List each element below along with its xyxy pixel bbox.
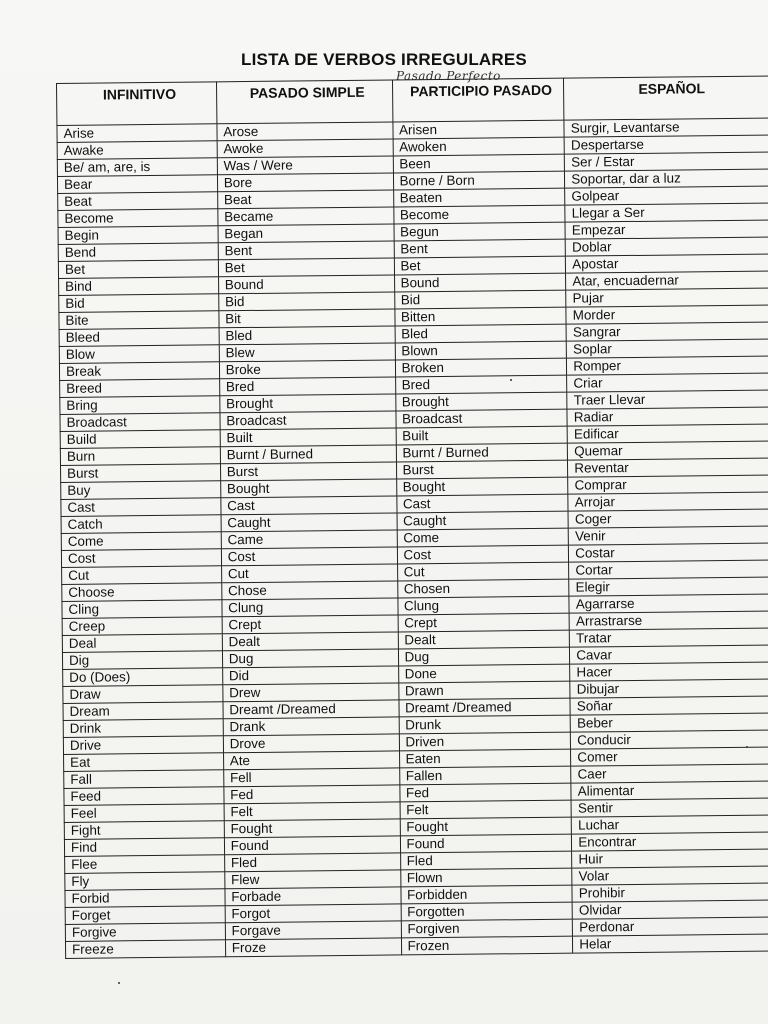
cell-infinitivo: Feed	[64, 787, 224, 806]
cell-pasado-simple: Came	[221, 530, 397, 549]
cell-participio-pasado: Cast	[396, 494, 568, 513]
cell-participio-pasado: Eaten	[399, 749, 571, 768]
cell-participio-pasado: Forgotten	[401, 902, 573, 921]
cell-espanol: Criar	[567, 373, 768, 392]
cell-infinitivo: Arise	[57, 124, 217, 143]
cell-espanol: Golpear	[565, 186, 768, 205]
cell-infinitivo: Dig	[62, 651, 222, 670]
cell-pasado-simple: Blew	[219, 343, 395, 362]
cell-participio-pasado: Dealt	[398, 630, 570, 649]
cell-infinitivo: Build	[60, 430, 220, 449]
paper-speck	[118, 982, 120, 984]
cell-participio-pasado: Broadcast	[395, 409, 567, 428]
cell-infinitivo: Deal	[62, 634, 222, 653]
cell-pasado-simple: Was / Were	[217, 156, 393, 175]
cell-infinitivo: Bleed	[59, 328, 219, 347]
cell-espanol: Surgir, Levantarse	[564, 118, 768, 137]
cell-espanol: Alimentar	[571, 781, 768, 800]
cell-infinitivo: Cast	[61, 498, 221, 517]
cell-pasado-simple: Bet	[218, 258, 394, 277]
cell-pasado-simple: Froze	[225, 938, 401, 957]
cell-pasado-simple: Drank	[223, 717, 399, 736]
cell-espanol: Soñar	[570, 696, 768, 715]
cell-espanol: Doblar	[565, 237, 768, 256]
cell-espanol: Romper	[567, 356, 768, 375]
cell-participio-pasado: Built	[396, 426, 568, 445]
cell-espanol: Pujar	[566, 288, 768, 307]
cell-espanol: Helar	[573, 934, 768, 953]
cell-pasado-simple: Cast	[221, 496, 397, 515]
cell-participio-pasado: Become	[393, 205, 565, 224]
cell-espanol: Luchar	[572, 815, 768, 834]
cell-participio-pasado: Awoken	[393, 137, 565, 156]
cell-infinitivo: Cling	[62, 600, 222, 619]
cell-espanol: Volar	[572, 866, 768, 885]
cell-espanol: Dibujar	[570, 679, 768, 698]
cell-pasado-simple: Ate	[223, 751, 399, 770]
cell-participio-pasado: Frozen	[401, 936, 573, 955]
cell-participio-pasado: Forbidden	[400, 885, 572, 904]
cell-participio-pasado: Felt	[400, 800, 572, 819]
cell-espanol: Encontrar	[572, 832, 768, 851]
cell-infinitivo: Fall	[64, 770, 224, 789]
cell-espanol: Hacer	[570, 662, 768, 681]
cell-pasado-simple: Drove	[223, 734, 399, 753]
cell-pasado-simple: Cut	[221, 564, 397, 583]
cell-espanol: Agarrarse	[569, 594, 768, 613]
cell-pasado-simple: Found	[224, 836, 400, 855]
cell-infinitivo: Forgive	[65, 923, 225, 942]
cell-infinitivo: Feel	[64, 804, 224, 823]
cell-pasado-simple: Became	[218, 207, 394, 226]
cell-pasado-simple: Fled	[224, 853, 400, 872]
cell-participio-pasado: Bought	[396, 477, 568, 496]
cell-pasado-simple: Burst	[220, 462, 396, 481]
cell-pasado-simple: Forbade	[225, 887, 401, 906]
cell-espanol: Soplar	[567, 339, 768, 358]
cell-pasado-simple: Bled	[219, 326, 395, 345]
cell-espanol: Perdonar	[573, 917, 768, 936]
cell-infinitivo: Bid	[59, 294, 219, 313]
cell-participio-pasado: Bet	[394, 256, 566, 275]
cell-espanol: Arrojar	[568, 492, 768, 511]
cell-infinitivo: Bring	[60, 396, 220, 415]
cell-espanol: Radiar	[567, 407, 768, 426]
cell-participio-pasado: Caught	[397, 511, 569, 530]
cell-infinitivo: Find	[64, 838, 224, 857]
cell-pasado-simple: Broke	[219, 360, 395, 379]
header-pasado-simple: PASADO SIMPLE	[216, 80, 392, 124]
cell-espanol: Sangrar	[566, 322, 768, 341]
cell-espanol: Costar	[569, 543, 768, 562]
cell-infinitivo: Beat	[58, 192, 218, 211]
cell-infinitivo: Flee	[65, 855, 225, 874]
cell-espanol: Arrastrarse	[569, 611, 768, 630]
cell-infinitivo: Bear	[57, 175, 217, 194]
cell-pasado-simple: Did	[222, 666, 398, 685]
cell-participio-pasado: Arisen	[392, 120, 564, 139]
cell-infinitivo: Buy	[61, 481, 221, 500]
cell-infinitivo: Come	[61, 532, 221, 551]
cell-espanol: Morder	[566, 305, 768, 324]
cell-infinitivo: Fly	[65, 872, 225, 891]
cell-pasado-simple: Fell	[223, 768, 399, 787]
cell-participio-pasado: Brought	[395, 392, 567, 411]
header-infinitivo: INFINITIVO	[57, 82, 217, 126]
cell-infinitivo: Blow	[59, 345, 219, 364]
cell-pasado-simple: Bred	[219, 377, 395, 396]
cell-infinitivo: Forbid	[65, 889, 225, 908]
cell-participio-pasado: Done	[398, 664, 570, 683]
cell-participio-pasado: Bent	[394, 239, 566, 258]
cell-participio-pasado: Found	[400, 834, 572, 853]
cell-infinitivo: Burst	[61, 464, 221, 483]
cell-participio-pasado: Crept	[398, 613, 570, 632]
header-espanol: ESPAÑOL	[564, 76, 768, 120]
cell-participio-pasado: Broken	[395, 358, 567, 377]
cell-infinitivo: Awake	[57, 141, 217, 160]
cell-espanol: Beber	[570, 713, 768, 732]
cell-participio-pasado: Forgiven	[401, 919, 573, 938]
cell-espanol: Olvidar	[572, 900, 768, 919]
cell-espanol: Soportar, dar a luz	[565, 169, 768, 188]
cell-infinitivo: Freeze	[65, 940, 225, 959]
cell-infinitivo: Catch	[61, 515, 221, 534]
cell-infinitivo: Drive	[63, 736, 223, 755]
cell-espanol: Quemar	[568, 441, 768, 460]
cell-espanol: Apostar	[566, 254, 768, 273]
cell-infinitivo: Creep	[62, 617, 222, 636]
cell-pasado-simple: Dug	[222, 649, 398, 668]
cell-infinitivo: Do (Does)	[63, 668, 223, 687]
cell-participio-pasado: Bound	[394, 273, 566, 292]
cell-infinitivo: Bind	[59, 277, 219, 296]
cell-espanol: Traer Llevar	[567, 390, 768, 409]
cell-pasado-simple: Clung	[222, 598, 398, 617]
cell-pasado-simple: Drew	[223, 683, 399, 702]
cell-participio-pasado: Bled	[395, 324, 567, 343]
cell-infinitivo: Become	[58, 209, 218, 228]
cell-infinitivo: Bend	[58, 243, 218, 262]
cell-participio-pasado: Burnt / Burned	[396, 443, 568, 462]
cell-pasado-simple: Forgot	[225, 904, 401, 923]
cell-espanol: Sentir	[571, 798, 768, 817]
cell-participio-pasado: Been	[393, 154, 565, 173]
cell-espanol: Reventar	[568, 458, 768, 477]
cell-participio-pasado: Drawn	[398, 681, 570, 700]
cell-infinitivo: Draw	[63, 685, 223, 704]
cell-espanol: Llegar a Ser	[565, 203, 768, 222]
cell-espanol: Prohibir	[572, 883, 768, 902]
cell-participio-pasado: Fled	[400, 851, 572, 870]
cell-espanol: Tratar	[570, 628, 768, 647]
cell-pasado-simple: Bid	[218, 292, 394, 311]
cell-participio-pasado: Bred	[395, 375, 567, 394]
cell-pasado-simple: Chose	[221, 581, 397, 600]
cell-participio-pasado: Burst	[396, 460, 568, 479]
cell-infinitivo: Dream	[63, 702, 223, 721]
cell-pasado-simple: Awoke	[217, 139, 393, 158]
cell-espanol: Conducir	[571, 730, 768, 749]
cell-espanol: Cortar	[569, 560, 768, 579]
cell-participio-pasado: Borne / Born	[393, 171, 565, 190]
cell-pasado-simple: Bit	[219, 309, 395, 328]
cell-espanol: Atar, encuadernar	[566, 271, 768, 290]
cell-participio-pasado: Fed	[399, 783, 571, 802]
cell-participio-pasado: Fallen	[399, 766, 571, 785]
cell-participio-pasado: Dreamt /Dreamed	[398, 698, 570, 717]
cell-participio-pasado: Chosen	[397, 579, 569, 598]
cell-espanol: Coger	[568, 509, 768, 528]
cell-infinitivo: Burn	[60, 447, 220, 466]
cell-pasado-simple: Bought	[220, 479, 396, 498]
cell-espanol: Caer	[571, 764, 768, 783]
cell-infinitivo: Eat	[64, 753, 224, 772]
cell-espanol: Comprar	[568, 475, 768, 494]
cell-pasado-simple: Cost	[221, 547, 397, 566]
cell-pasado-simple: Bore	[217, 173, 393, 192]
cell-infinitivo: Be/ am, are, is	[57, 158, 217, 177]
cell-pasado-simple: Brought	[220, 394, 396, 413]
cell-pasado-simple: Arose	[217, 122, 393, 141]
cell-pasado-simple: Bound	[218, 275, 394, 294]
cell-espanol: Huir	[572, 849, 768, 868]
cell-pasado-simple: Fed	[224, 785, 400, 804]
paper-speck	[746, 746, 748, 748]
cell-espanol: Comer	[571, 747, 768, 766]
header-participio-pasado: PARTICIPIO PASADO	[392, 78, 564, 122]
cell-participio-pasado: Dug	[398, 647, 570, 666]
cell-pasado-simple: Burnt / Burned	[220, 445, 396, 464]
cell-pasado-simple: Forgave	[225, 921, 401, 940]
cell-espanol: Edificar	[567, 424, 768, 443]
cell-infinitivo: Cost	[61, 549, 221, 568]
cell-pasado-simple: Crept	[222, 615, 398, 634]
cell-infinitivo: Bet	[58, 260, 218, 279]
cell-participio-pasado: Cost	[397, 545, 569, 564]
cell-infinitivo: Begin	[58, 226, 218, 245]
handwritten-note: Pasado Perfecto	[396, 69, 501, 83]
paper-speck	[510, 379, 512, 381]
cell-participio-pasado: Bid	[394, 290, 566, 309]
cell-espanol: Cavar	[570, 645, 768, 664]
irregular-verbs-table	[56, 75, 768, 958]
cell-espanol: Venir	[568, 526, 768, 545]
cell-infinitivo: Break	[59, 362, 219, 381]
cell-pasado-simple: Began	[218, 224, 394, 243]
cell-pasado-simple: Built	[220, 428, 396, 447]
cell-participio-pasado: Flown	[400, 868, 572, 887]
cell-participio-pasado: Blown	[395, 341, 567, 360]
cell-pasado-simple: Fought	[224, 819, 400, 838]
cell-participio-pasado: Driven	[399, 732, 571, 751]
cell-pasado-simple: Flew	[225, 870, 401, 889]
cell-pasado-simple: Bent	[218, 241, 394, 260]
cell-infinitivo: Forget	[65, 906, 225, 925]
cell-infinitivo: Breed	[60, 379, 220, 398]
cell-participio-pasado: Beaten	[393, 188, 565, 207]
cell-infinitivo: Drink	[63, 719, 223, 738]
cell-participio-pasado: Clung	[397, 596, 569, 615]
cell-pasado-simple: Beat	[217, 190, 393, 209]
cell-participio-pasado: Bitten	[394, 307, 566, 326]
cell-infinitivo: Bite	[59, 311, 219, 330]
cell-participio-pasado: Begun	[394, 222, 566, 241]
cell-pasado-simple: Dealt	[222, 632, 398, 651]
cell-participio-pasado: Come	[397, 528, 569, 547]
cell-participio-pasado: Drunk	[399, 715, 571, 734]
cell-participio-pasado: Cut	[397, 562, 569, 581]
cell-espanol: Empezar	[565, 220, 768, 239]
table-header-row	[57, 76, 768, 126]
cell-pasado-simple: Caught	[221, 513, 397, 532]
cell-pasado-simple: Dreamt /Dreamed	[223, 700, 399, 719]
cell-pasado-simple: Broadcast	[220, 411, 396, 430]
cell-infinitivo: Fight	[64, 821, 224, 840]
cell-espanol: Elegir	[569, 577, 768, 596]
cell-infinitivo: Cut	[62, 566, 222, 585]
page-title: LISTA DE VERBOS IRREGULARES	[241, 50, 527, 69]
cell-espanol: Ser / Estar	[565, 152, 768, 171]
table-body	[57, 118, 768, 958]
cell-infinitivo: Choose	[62, 583, 222, 602]
cell-participio-pasado: Fought	[400, 817, 572, 836]
cell-espanol: Despertarse	[564, 135, 768, 154]
cell-infinitivo: Broadcast	[60, 413, 220, 432]
cell-pasado-simple: Felt	[224, 802, 400, 821]
